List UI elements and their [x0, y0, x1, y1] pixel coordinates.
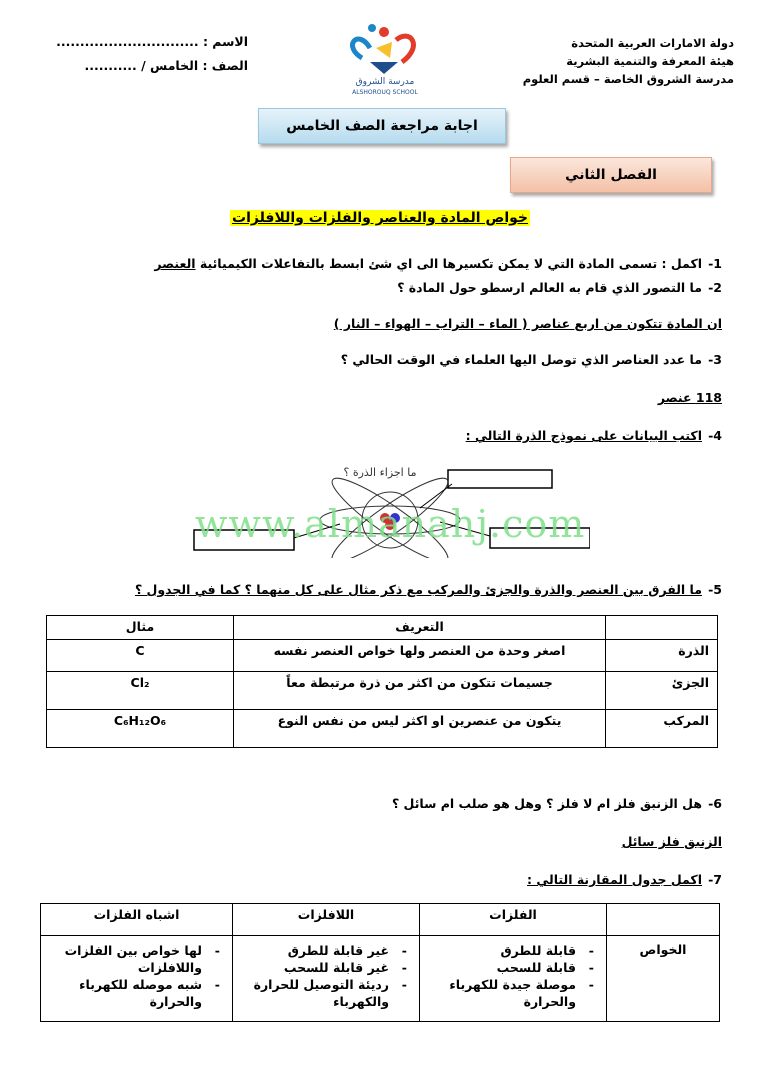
question-text: هل الزنبق فلز ام لا فلز ؟ وهل هو صلب ام سائل ؟ [391, 796, 702, 811]
question-text: ما التصور الذي قام به العالم ارسطو حول المادة ؟ [397, 280, 702, 295]
metalloids-properties [41, 936, 233, 1022]
answer-6 [32, 834, 722, 849]
school-logo [340, 18, 430, 98]
table-header: مثال [47, 616, 234, 640]
question-text: ما عدد العناصر الذي توصل اليها العلماء في الوقت الحالي ؟ [340, 352, 702, 367]
list-item: - شبه موصله للكهرباء والحرارة [49, 976, 224, 1010]
table-header: التعريف [234, 616, 606, 640]
banner-title: اجابة مراجعة الصف الخامس [258, 108, 506, 144]
question-text: اكمل : تسمى المادة التي لا يمكن تكسيرها الى اي شئ ابسط بالتفاعلات الكيميائية [195, 256, 702, 271]
answer-text: الزنبق فلز سائل [621, 834, 722, 849]
table-cell-name: المركب [606, 710, 718, 748]
table-cell-name: الذرة [606, 640, 718, 672]
answer-3 [32, 390, 722, 405]
question-text: اكتب البيانات على نموذج الذرة التالي : [465, 428, 702, 443]
section-title [200, 207, 560, 226]
header-line-country: دولة الامارات العربية المتحدة [571, 36, 734, 50]
table-cell-definition: اصغر وحدة من العنصر ولها خواص العنصر نفسه [234, 640, 606, 672]
table-row [41, 936, 720, 1022]
list-item: - لها خواص بين الفلزات واللافلزات [49, 942, 224, 976]
label-box-top [448, 470, 552, 488]
question-2 [32, 280, 722, 295]
student-info [38, 30, 248, 78]
logo-text-en: ALSHOROUQ SCHOOL [352, 89, 418, 96]
answer-text: العنصر [154, 256, 196, 271]
answer-text: 118 عنصر [657, 390, 722, 405]
comparison-table-elements [46, 615, 718, 748]
answer-text: ان المادة تتكون من اربع عناصر ( الماء – التراب – الهواء – النار ) [333, 316, 722, 331]
list-item: - موصلة جيدة للكهرباء والحرارة [428, 976, 598, 1010]
question-7 [32, 872, 722, 887]
list-item: - قابلة للسحب [428, 959, 598, 976]
student-name-field: الاسم : .............................. [56, 34, 248, 49]
diagram-caption: ما اجزاء الذرة ؟ [343, 466, 417, 479]
question-5 [32, 582, 722, 597]
question-number: 7- [708, 872, 722, 887]
question-number: 3- [708, 352, 722, 367]
logo-text-ar: مدرسة الشروق [355, 77, 415, 87]
question-number: 1- [708, 256, 722, 271]
question-number: 5- [708, 582, 722, 597]
list-item: - غير قابلة للطرق [241, 942, 411, 959]
table-row [47, 672, 718, 710]
question-number: 2- [708, 280, 722, 295]
metals-properties [420, 936, 607, 1022]
school-header [474, 34, 734, 88]
question-4 [32, 428, 722, 443]
student-class-field: الصف : الخامس / ........... [84, 58, 248, 73]
table-header [606, 616, 718, 640]
table-header: اللافلزات [233, 904, 420, 936]
question-6 [32, 796, 722, 811]
question-1 [32, 256, 722, 271]
table-cell-name: الجزئ [606, 672, 718, 710]
table-cell-definition: يتكون من عنصرين او اكثر ليس من نفس النوع [234, 710, 606, 748]
list-item: - رديئة التوصيل للحرارة والكهرباء [241, 976, 411, 1010]
table-header: الفلزات [420, 904, 607, 936]
answer-2 [32, 316, 722, 331]
chapter-label: الفصل الثاني [510, 157, 712, 193]
section-title-text: خواص المادة والعناصر والفلزات واللافلزات [232, 210, 528, 226]
comparison-table-metals [40, 903, 720, 1022]
list-item: - غير قابلة للسحب [241, 959, 411, 976]
header-line-school: مدرسة الشروق الخاصة – قسم العلوم [522, 72, 734, 86]
table-cell-example: C [47, 640, 234, 672]
table-header [607, 904, 720, 936]
list-item: - قابلة للطرق [428, 942, 598, 959]
table-row [47, 710, 718, 748]
question-3 [32, 352, 722, 367]
question-text: ما الفرق بين العنصر والذرة والجزئ والمركب مع ذكر مثال على كل منهما ؟ كما في الجدول ؟ [134, 582, 702, 597]
watermark: www.almanahj.com [195, 502, 586, 546]
question-number: 4- [708, 428, 722, 443]
table-cell-label: الخواص [607, 936, 720, 1022]
nonmetals-properties [233, 936, 420, 1022]
table-cell-definition: جسيمات تتكون من اكثر من ذرة مرتبطة معاً [234, 672, 606, 710]
table-header: اشباه الفلزات [41, 904, 233, 936]
header-line-authority: هيئة المعرفة والتنمية البشرية [566, 54, 734, 68]
question-number: 6- [708, 796, 722, 811]
table-cell-example: Cl₂ [47, 672, 234, 710]
table-row [47, 640, 718, 672]
table-cell-example: C₆H₁₂O₆ [47, 710, 234, 748]
question-text: اكمل جدول المقارنة التالي : [527, 872, 702, 887]
